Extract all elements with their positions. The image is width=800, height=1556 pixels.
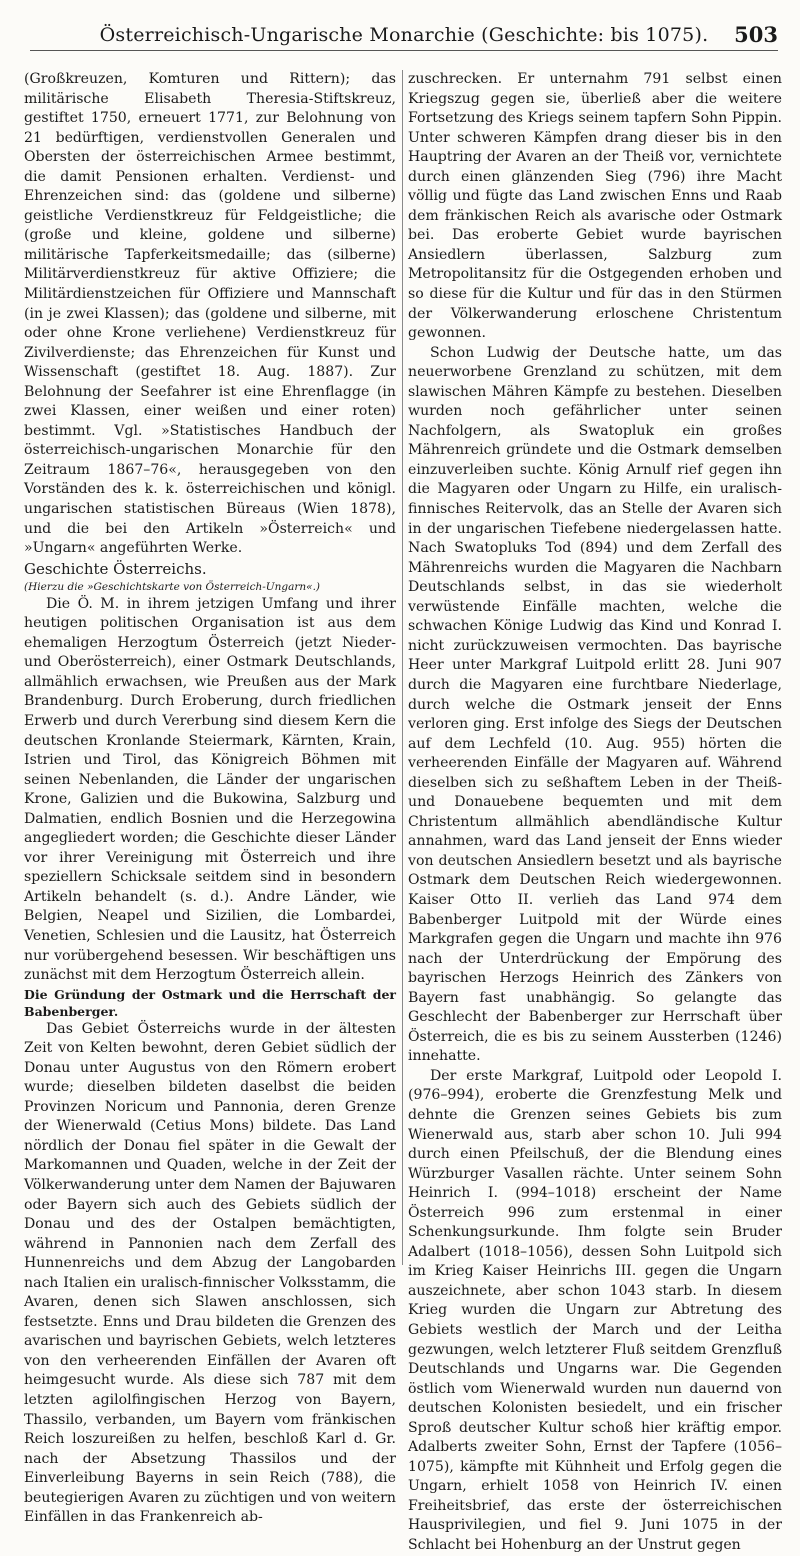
paragraph-intro: Die Ö. M. in ihrem jetzigen Umfang und ihrer heutigen politischen Organisation ist aus dem ehemaligen Herzogtum Österreich (jetzt Nieder- und Oberösterreich), einer Ostmark Deutschlands, allmählich erwachsen, wie Preußen aus der Mark Brandenburg. Durch Eroberung, durch friedlichen Erwerb und durch Vererbung sind diesem Kern die deutschen Kronlande Steiermark, Kärnten, Krain, Istrien und Tirol, das Königreich Böhmen mit seinen Nebenlanden, die Länder der ungarischen Krone, Galizien und die Bukowina, Salzburg und Dalmatien, endlich Bosnien und die Herzegowina angegliedert worden; die Geschichte dieser Länder vor ihrer Vereinigung mit Österreich und ihre speziellern Schicksale seitdem sind in besondern Artikeln behandelt (s. d.). Andre Länder, wie Belgien, Neapel und Sizilien, die Lombardei, Venetien, Schlesien und die Lausitz, hat Österreich nur vorübergehend besessen. Wir beschäftigen uns zunächst mit dem Herzogtum Österreich allein.	[24, 595, 396, 984]
section-heading: Geschichte Österreichs.	[24, 559, 207, 578]
paragraph-babenberger: Der erste Markgraf, Luitpold oder Leopold I. (976–994), eroberte die Grenzfestung Melk und dehnte die Grenzen seines Gebiets bis zum Wienerwald aus, starb aber schon 10. Juli 994 durch einen Pfeilschuß, der die Blendung eines Würzburger Vasallen rächte. Unter seinem Sohn Heinrich I. (994–1018) erscheint der Name Österreich 996 zum erstenmal in einer Schenkungsurkunde. Ihm folgte sein Bruder Adalbert (1018–1056), dessen Sohn Luitpold sich im Krieg Kaiser Heinrichs III. gegen die Ungarn auszeichnete, aber schon 1043 starb. In diesem Krieg wurden die Ungarn zur Abtretung des Gebiets westlich der March und der Leitha gezwungen, welch letzterer Fluß seitdem Grenzfluß Deutschlands und Ungarns war. Die Gegenden östlich vom Wienerwald wurden nun dauernd von deutschen Kolonisten besiedelt, und ein frischer Sproß deutscher Kultur schoß hier kräftig empor. Adalberts zweiter Sohn, Ernst der Tapfere (1056–1075), kämpfte mit Kühnheit und Erfolg gegen die Ungarn, erhielt 1058 von Heinrich IV. einen Freiheitsbrief, das erste der österreichischen Hausprivilegien, und fiel 9. Juni 1075 in der Schlacht bei Hohenburg an der Unstrut gegen	[408, 1067, 782, 1554]
paragraph-magyars: Schon Ludwig der Deutsche hatte, um das neuerworbene Grenzland zu schützen, mit dem slawischen Mähren Kämpfe zu bestehen. Dieselben wurden noch gefährlicher unter seinen Nachfolgern, als Swatopluk ein großes Mährenreich gründete und die Ostmark demselben einzuverleiben suchte. König Arnulf rief gegen ihn die Magyaren oder Ungarn zu Hilfe, ein uralisch-finnisches Reitervolk, das an Stelle der Avaren sich in der ungarischen Tiefebene niedergelassen hatte. Nach Swatopluks Tod (894) und dem Zerfall des Mährenreichs wurden die Magyaren die Nachbarn Deutschlands selbst, in das sie wiederholt verwüstende Einfälle machten, welche die schwachen Könige Ludwig das Kind und Konrad I. nicht zurückzuweisen vermochten. Das bayrische Heer unter Markgraf Luitpold erlitt 28. Juni 907 durch die Magyaren eine furchtbare Niederlage, durch welche die Ostmark jenseit der Enns verloren ging. Erst infolge des Siegs der Deutschen auf dem Lechfeld (10. Aug. 955) hörten die verheerenden Einfälle der Magyaren auf. Während dieselben sich zu seßhaftem Leben in der Theiß- und Donauebene bequemten und mit dem Christentum allmählich abendländische Kultur annahmen, ward das Land jenseit der Enns wieder von deutschen Ansiedlern besetzt und als bayrische Ostmark dem Deutschen Reich wiedergewonnen. Kaiser Otto II. verlieh das Land 974 dem Babenberger Luitpold mit der Würde eines Markgrafen gegen die Ungarn und machte ihn 976 nach der Unterdrückung der Empörung des bayrischen Herzogs Heinrich des Zänkers von Bayern fast unabhängig. So gelangte das Geschlecht der Babenberger zur Herrschaft über Österreich, die es bis zu seinem Aussterben (1246) innehatte.	[408, 344, 782, 1065]
left-column	[24, 70, 396, 1526]
map-note: (Hierzu die »Geschichtskarte von Österreich-Ungarn«.)	[24, 580, 321, 593]
paragraph-avars: zuschrecken. Er unternahm 791 selbst einen Kriegszug gegen sie, überließ aber die weitere Fortsetzung des Kriegs seinem tapfern Sohn Pippin. Unter schweren Kämpfen drang dieser bis in den Hauptring der Avaren an der Theiß vor, vernichtete durch einen glänzenden Sieg (796) ihre Macht völlig und fügte das Land zwischen Enns und Raab dem fränkischen Reich als avarische oder Ostmark bei. Das eroberte Gebiet wurde bayrischen Ansiedlern überlassen, Salzburg zum Metropolitansitz für die Ostgegenden erhoben und so diese für die Kultur und für das in den Stürmen der Völkerwanderung erloschene Christentum gewonnen.	[408, 71, 782, 342]
running-title: Österreichisch-Ungarische Monarchie (Geschichte: bis 1075).	[99, 24, 709, 46]
page-header	[30, 16, 778, 51]
subsection-heading: Die Gründung der Ostmark und die Herrschaft der Babenberger.	[24, 986, 396, 1019]
right-column	[408, 70, 782, 1554]
paragraph-orders: (Großkreuzen, Komturen und Rittern); das militärische Elisabeth Theresia-Stiftskreuz, gestiftet 1750, erneuert 1771, zur Belohnung von 21 bedürftigen, verdienstvollen Generalen und Obersten der österreichischen Armee bestimmt, die damit Pensionen erhalten. Verdienst- und Ehrenzeichen sind: das (goldene und silberne) geistliche Verdienstkreuz für Feldgeistliche; die (große und kleine, goldene und silberne) militärische Tapferkeitsmedaille; das (silberne) Militärverdienstkreuz für aktive Offiziere; die Militärdienstzeichen für Offiziere und Mannschaft (in je zwei Klassen); das (goldene und silberne, mit oder ohne Krone verliehene) Verdienstkreuz für Zivilverdienste; das Ehrenzeichen für Kunst und Wissenschaft (gestiftet 18. Aug. 1887). Zur Belohnung der Seefahrer ist eine Ehrenflagge (in zwei Klassen, einer weißen und einer roten) bestimmt. Vgl. »Statistisches Handbuch der österreichisch-ungarischen Monarchie für den Zeitraum 1867–76«, herausgegeben von den Vorständen des k. k. österreichischen und königl. ungarischen statistischen Büreaus (Wien 1878), und die bei den Artikeln »Österreich« und »Ungarn« angeführten Werke.	[24, 71, 396, 557]
page-number: 503	[734, 22, 778, 47]
column-divider	[402, 70, 403, 1265]
paragraph-early-history: Das Gebiet Österreichs wurde in der ältesten Zeit von Kelten bewohnt, deren Gebiet südlich der Donau unter Augustus von den Römern erobert wurde; dieselben bildeten daselbst die beiden Provinzen Noricum und Pannonia, deren Grenze der Wienerwald (Cetius Mons) bildete. Das Land nördlich der Donau fiel später in die Gewalt der Markomannen und Quaden, welche in der Zeit der Völkerwanderung unter dem Namen der Bajuwaren oder Bayern sich auch des Gebiets südlich der Donau und des der Ostalpen bemächtigten, während in Pannonien nach dem Zerfall des Hunnenreichs und dem Abzug der Langobarden nach Italien ein uralisch-finnischer Volksstamm, die Avaren, denen sich Slawen anschlossen, sich festsetzte. Enns und Drau bildeten die Grenzen des avarischen und bayrischen Gebiets, welch letzteres von den verheerenden Einfällen der Avaren oft heimgesucht wurde. Als diese sich 787 mit dem letzten agilolfingischen Herzog von Bayern, Thassilo, verbanden, um Bayern vom fränkischen Reich loszureißen zu helfen, beschloß Karl d. Gr. nach der Absetzung Thassilos und der Einverleibung Bayerns in sein Reich (788), die beutegierigen Avaren zu züchtigen und von weitern Einfällen in das Frankenreich ab-	[24, 1020, 396, 1526]
